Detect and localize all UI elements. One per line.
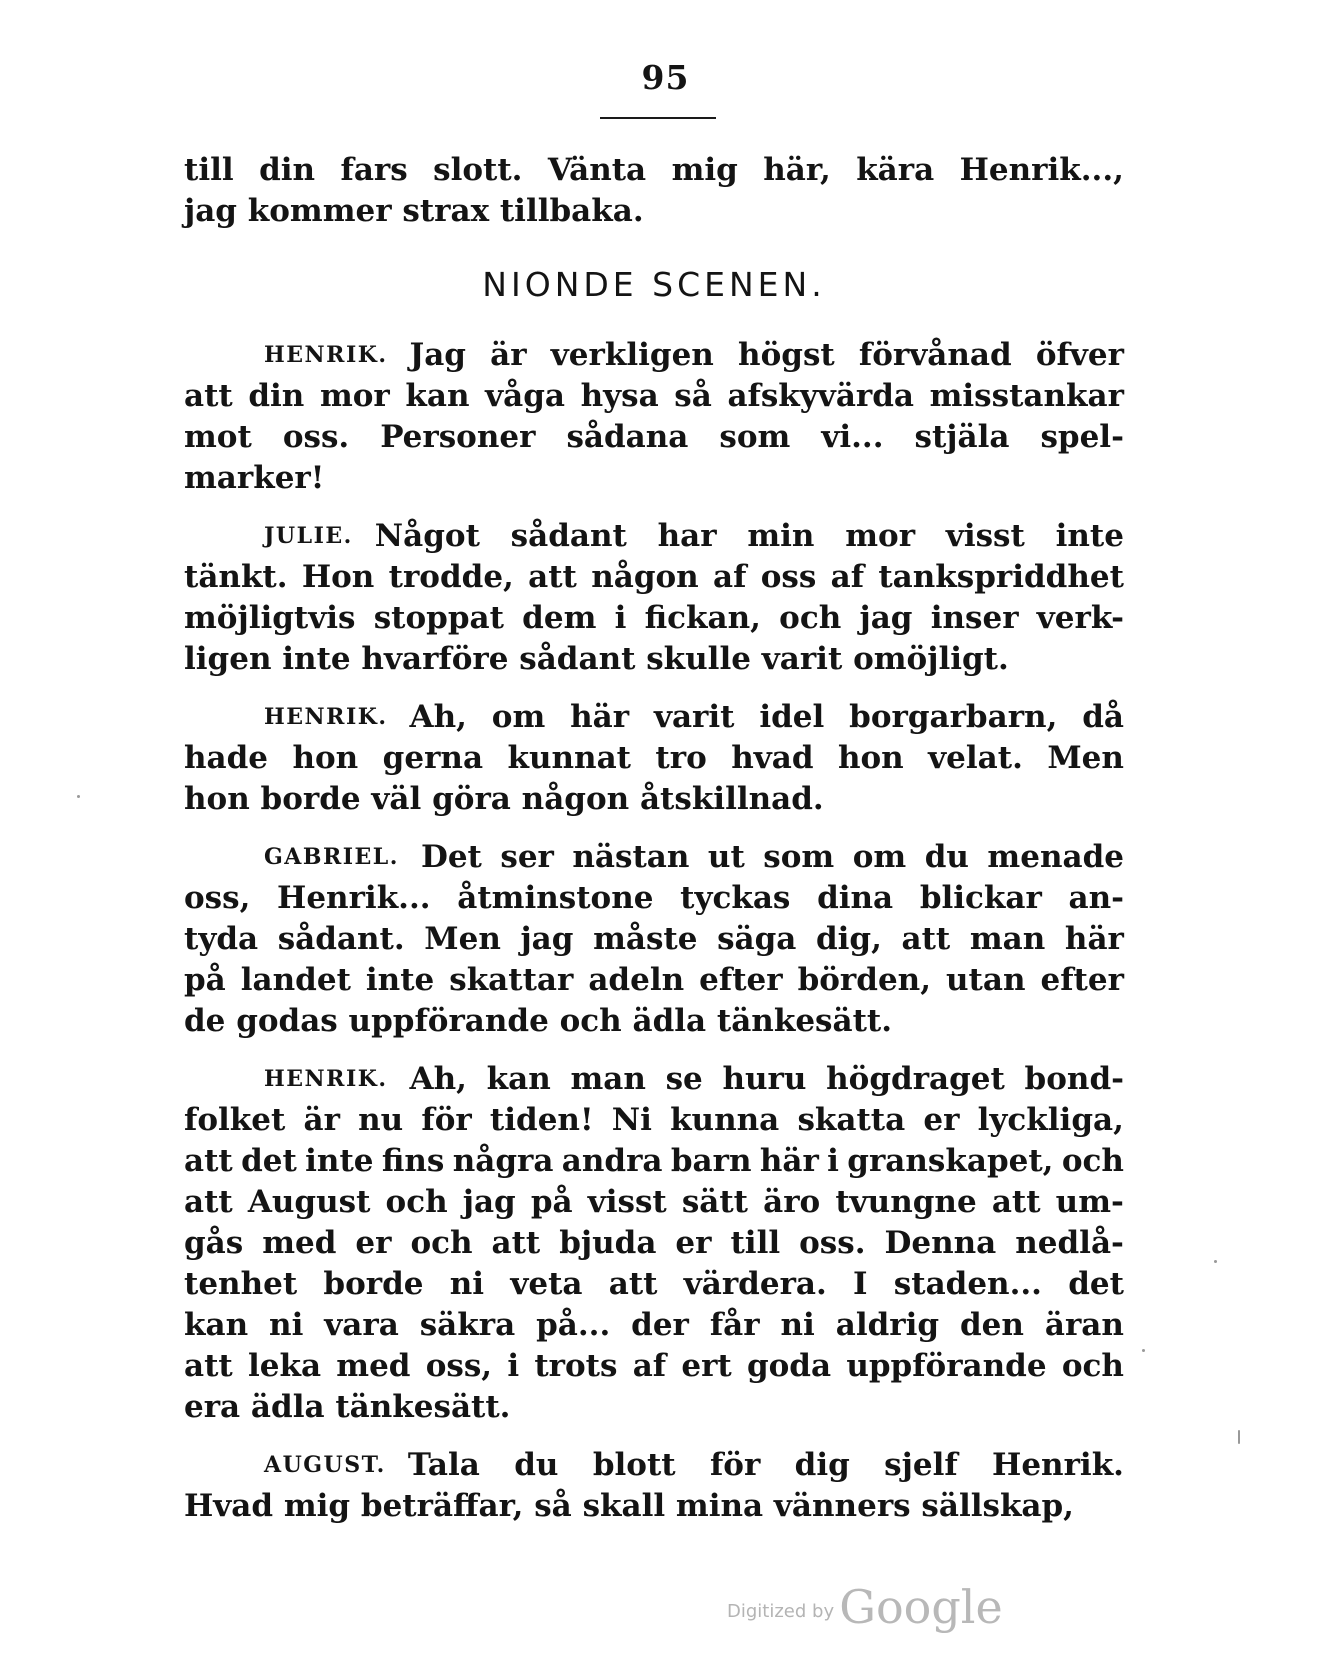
word: Vänta (547, 152, 647, 188)
word: möjligtvis (184, 600, 356, 636)
word: sjelf (884, 1447, 958, 1483)
word: verkligen (550, 337, 714, 373)
word: våga (485, 378, 565, 414)
word: inte (365, 962, 435, 998)
word: hon (292, 740, 359, 776)
line-text: hon borde väl göra någon åtskillnad. (184, 781, 824, 817)
word: blickar (919, 880, 1042, 916)
word: åtminstone (457, 880, 654, 916)
word: du (924, 839, 969, 875)
word: tvungne (835, 1184, 977, 1220)
word: mig (671, 152, 738, 188)
scan-speck (1142, 1349, 1145, 1352)
watermark-prefix: Digitized by (727, 1601, 835, 1622)
speaker-name: HENRIK. (264, 342, 388, 368)
text-line (184, 191, 1124, 232)
scan-speck (77, 795, 80, 798)
page-number: 95 (641, 58, 690, 97)
speech-paragraph (184, 335, 1124, 499)
word: jag (520, 921, 574, 957)
word: Tala (407, 1447, 480, 1483)
word: lyckliga, (977, 1102, 1124, 1138)
word: folket (184, 1102, 286, 1138)
text-line (184, 1059, 1124, 1100)
word: slott. (433, 152, 523, 188)
word: er (355, 1225, 392, 1261)
word: dig (794, 1447, 850, 1483)
word: August (247, 1184, 371, 1220)
word: och (1061, 1348, 1124, 1384)
word: sådana (566, 419, 689, 455)
word: får (709, 1307, 760, 1343)
word: Ni (611, 1102, 652, 1138)
word: måste (593, 921, 698, 957)
word: andra (561, 1143, 663, 1179)
line-text (184, 1223, 1124, 1264)
word: I (853, 1266, 868, 1302)
word: någon (591, 559, 699, 595)
word: er (923, 1102, 960, 1138)
word: oss (760, 559, 817, 595)
word: er (675, 1225, 712, 1261)
text-line (184, 779, 1124, 820)
line-text (184, 557, 1124, 598)
scene-heading: NIONDE SCENEN. (482, 265, 826, 304)
text-line (184, 1141, 1124, 1182)
line-text (410, 1059, 1124, 1100)
word: kan (405, 378, 470, 414)
word: Hon (301, 559, 375, 595)
word: sådant (510, 518, 627, 554)
line-text: jag kommer strax tillbaka. (184, 193, 644, 229)
scan-speck (1238, 1430, 1240, 1444)
word: staden... (893, 1266, 1042, 1302)
word: leka (247, 1348, 322, 1384)
word: ni (780, 1307, 815, 1343)
word: på... (536, 1307, 611, 1343)
word: menade (987, 839, 1124, 875)
speech-paragraph (184, 1445, 1124, 1527)
word: nästan (572, 839, 690, 875)
word: det (241, 1143, 297, 1179)
word: dina (817, 880, 894, 916)
word: är (303, 1102, 340, 1138)
speaker-name: HENRIK. (264, 704, 388, 730)
word: sätt (681, 1184, 749, 1220)
line-text: Hvad mig beträffar, så skall mina vänners sällskap, (184, 1488, 1074, 1524)
line-text: marker! (184, 460, 325, 496)
text-line (184, 1100, 1124, 1141)
word: din (248, 378, 305, 414)
word: här (570, 699, 630, 735)
word: fins (381, 1143, 445, 1179)
line-text: era ädla tänkesätt. (184, 1389, 511, 1425)
word: oss. (282, 419, 350, 455)
word: säkra (419, 1307, 516, 1343)
word: afskyvärda (727, 378, 914, 414)
text-line (184, 1182, 1124, 1223)
word: säga (717, 921, 797, 957)
word: skattar (449, 962, 574, 998)
text-line (184, 458, 1124, 499)
text-line (184, 516, 1124, 557)
word: tyckas (680, 880, 791, 916)
word: äran (1044, 1307, 1124, 1343)
text-line (184, 376, 1124, 417)
line-text: ligen inte hvarföre sådant skulle varit omöjligt. (184, 641, 1009, 677)
word: stoppat (373, 600, 504, 636)
word: mor (845, 518, 916, 554)
word: Men (424, 921, 501, 957)
word: den (960, 1307, 1024, 1343)
word: tiden! (489, 1102, 594, 1138)
word: högst (738, 337, 835, 373)
word: tenhet (184, 1266, 298, 1302)
word: att (491, 1225, 541, 1261)
text-line (184, 919, 1124, 960)
word: tänkt. (184, 559, 288, 595)
word: kunnat (507, 740, 631, 776)
word: Men (1047, 740, 1124, 776)
word: trodde, (388, 559, 514, 595)
word: fars (340, 152, 408, 188)
word: här (1064, 921, 1124, 957)
word: Jag (409, 337, 466, 373)
word: min (747, 518, 815, 554)
line-text (184, 1305, 1124, 1346)
word: veta (510, 1266, 583, 1302)
word: kunna (670, 1102, 780, 1138)
word: på (530, 1184, 573, 1220)
word: fickan, (644, 600, 761, 636)
speaker-name: AUGUST. (264, 1452, 386, 1478)
word: hade (184, 740, 269, 776)
line-text (184, 150, 1124, 191)
text-line (184, 1486, 1124, 1527)
word: att (901, 921, 951, 957)
word: gerna (382, 740, 484, 776)
word: med (262, 1225, 337, 1261)
word: af (830, 559, 865, 595)
line-text (184, 1346, 1124, 1387)
speech-paragraph (184, 697, 1124, 820)
word: är (490, 337, 527, 373)
word: ert (681, 1348, 732, 1384)
word: i (827, 1143, 839, 1179)
line-text (184, 376, 1124, 417)
word: kära (856, 152, 935, 188)
word: om (852, 839, 907, 875)
word: af (713, 559, 747, 595)
text-line (184, 1445, 1124, 1486)
word: kan (184, 1307, 249, 1343)
text-line (184, 837, 1124, 878)
line-text (184, 960, 1124, 1001)
word: till (730, 1225, 781, 1261)
word: din (259, 152, 316, 188)
page-number-rule (600, 117, 716, 119)
body-text (184, 150, 1124, 1544)
speaker-name: JULIE. (264, 523, 353, 549)
text-line (184, 1387, 1124, 1428)
word: några (452, 1143, 554, 1179)
word: på (184, 962, 226, 998)
word: och (385, 1184, 448, 1220)
text-line (184, 738, 1124, 779)
word: med (336, 1348, 411, 1384)
text-line (184, 960, 1124, 1001)
line-text (375, 516, 1124, 557)
text-line (184, 697, 1124, 738)
line-text (184, 1182, 1124, 1223)
word: inte (1055, 518, 1124, 554)
word: nedlå- (1015, 1225, 1124, 1261)
word: för (709, 1447, 761, 1483)
text-line (184, 335, 1124, 376)
word: stjäla (914, 419, 1010, 455)
word: då (1082, 699, 1124, 735)
continuation-paragraph (184, 150, 1124, 232)
word: trots (534, 1348, 618, 1384)
word: här (759, 1143, 819, 1179)
word: tro (655, 740, 707, 776)
digitized-by-google-watermark (727, 1580, 1003, 1634)
word: sådant. (277, 921, 405, 957)
word: jag (462, 1184, 516, 1220)
word: oss, (184, 880, 251, 916)
line-text (184, 919, 1124, 960)
word: så (674, 378, 712, 414)
word: kan (486, 1061, 551, 1097)
word: visst (587, 1184, 667, 1220)
word: ut (707, 839, 745, 875)
word: om (491, 699, 546, 735)
word: misstankar (929, 378, 1124, 414)
line-text (184, 1100, 1124, 1141)
speaker-name: GABRIEL. (264, 844, 399, 870)
word: äro (763, 1184, 821, 1220)
word: och (1061, 1143, 1124, 1179)
word: ni (269, 1307, 304, 1343)
line-text: de godas uppförande och ädla tänkesätt. (184, 1003, 893, 1039)
line-text (184, 598, 1124, 639)
word: bond- (1024, 1061, 1124, 1097)
word: velat. (928, 740, 1023, 776)
word: verk- (1036, 600, 1124, 636)
word: idel (759, 699, 825, 735)
word: huru (722, 1061, 807, 1097)
word: i (507, 1348, 520, 1384)
word: Något (374, 518, 480, 554)
word: um- (1055, 1184, 1124, 1220)
word: Det (420, 839, 482, 875)
text-line (184, 1346, 1124, 1387)
text-line (184, 598, 1124, 639)
word: värdera. (683, 1266, 827, 1302)
word: varit (653, 699, 735, 735)
text-line (184, 417, 1124, 458)
word: har (657, 518, 717, 554)
line-text (184, 417, 1124, 458)
word: mor (319, 378, 390, 414)
word: Henrik... (277, 880, 431, 916)
word: som (719, 419, 791, 455)
word: vara (324, 1307, 399, 1343)
word: jag (859, 600, 913, 636)
text-line (184, 878, 1124, 919)
word: förvånad (858, 337, 1012, 373)
word: hvad (731, 740, 814, 776)
word: hysa (580, 378, 659, 414)
google-logo: Google (839, 1580, 1003, 1634)
line-text (410, 697, 1124, 738)
word: hon (837, 740, 904, 776)
text-line (184, 150, 1124, 191)
word: vi... (821, 419, 884, 455)
word: landet (240, 962, 351, 998)
text-line (184, 1264, 1124, 1305)
scan-speck (1214, 1260, 1217, 1263)
line-text (184, 1141, 1124, 1182)
word: mot (184, 419, 252, 455)
text-line (184, 1001, 1124, 1042)
word: öfver (1035, 337, 1124, 373)
word: Ah, (409, 699, 467, 735)
word: till (184, 152, 234, 188)
line-text (184, 878, 1124, 919)
word: du (514, 1447, 559, 1483)
word: man (570, 1061, 646, 1097)
word: man (969, 921, 1046, 957)
word: och (779, 600, 842, 636)
word: inte (305, 1143, 374, 1179)
word: aldrig (835, 1307, 940, 1343)
speech-paragraph (184, 1059, 1124, 1428)
word: tankspriddhet (878, 559, 1124, 595)
word: adeln (588, 962, 685, 998)
line-text (410, 335, 1124, 376)
word: dem (522, 600, 597, 636)
word: der (631, 1307, 689, 1343)
word: att (528, 559, 577, 595)
word: tyda (184, 921, 259, 957)
word: att (991, 1184, 1041, 1220)
word: Denna (884, 1225, 997, 1261)
text-line (184, 639, 1124, 680)
word: att (608, 1266, 658, 1302)
line-text (408, 1445, 1124, 1486)
word: borde (323, 1266, 424, 1302)
word: inser (930, 600, 1019, 636)
word: Henrik..., (959, 152, 1124, 188)
word: Henrik. (992, 1447, 1124, 1483)
word: efter (1040, 962, 1124, 998)
word: barn (670, 1143, 752, 1179)
word: att (184, 1348, 233, 1384)
text-line (184, 1223, 1124, 1264)
word: högdraget (826, 1061, 1005, 1097)
word: bjuda (559, 1225, 657, 1261)
word: ni (449, 1266, 485, 1302)
speaker-name: HENRIK. (264, 1066, 388, 1092)
text-line (184, 1305, 1124, 1346)
text-line (184, 557, 1124, 598)
word: att (184, 1143, 233, 1179)
word: ser (500, 839, 554, 875)
word: borgarbarn, (849, 699, 1058, 735)
word: här, (763, 152, 831, 188)
word: uppförande (846, 1348, 1047, 1384)
word: Ah, (409, 1061, 467, 1097)
speech-paragraph (184, 516, 1124, 680)
word: Personer (380, 419, 536, 455)
word: oss, (425, 1348, 493, 1384)
word: för (421, 1102, 472, 1138)
word: att (184, 378, 233, 414)
line-text (421, 837, 1124, 878)
word: an- (1068, 880, 1124, 916)
word: börden, (797, 962, 931, 998)
word: oss. (799, 1225, 866, 1261)
word: gås (184, 1225, 244, 1261)
speech-paragraph (184, 837, 1124, 1042)
word: att (184, 1184, 233, 1220)
word: skatta (797, 1102, 906, 1138)
word: goda (746, 1348, 832, 1384)
word: spel- (1040, 419, 1124, 455)
line-text (184, 738, 1124, 779)
word: visst (945, 518, 1025, 554)
word: det (1068, 1266, 1124, 1302)
word: nu (358, 1102, 404, 1138)
word: blott (592, 1447, 676, 1483)
word: af (632, 1348, 667, 1384)
word: utan (946, 962, 1026, 998)
word: som (763, 839, 835, 875)
word: och (410, 1225, 473, 1261)
word: efter (699, 962, 783, 998)
line-text (184, 1264, 1124, 1305)
word: se (665, 1061, 703, 1097)
word: dig, (815, 921, 882, 957)
word: i (614, 600, 627, 636)
word: granskapet, (847, 1143, 1054, 1179)
